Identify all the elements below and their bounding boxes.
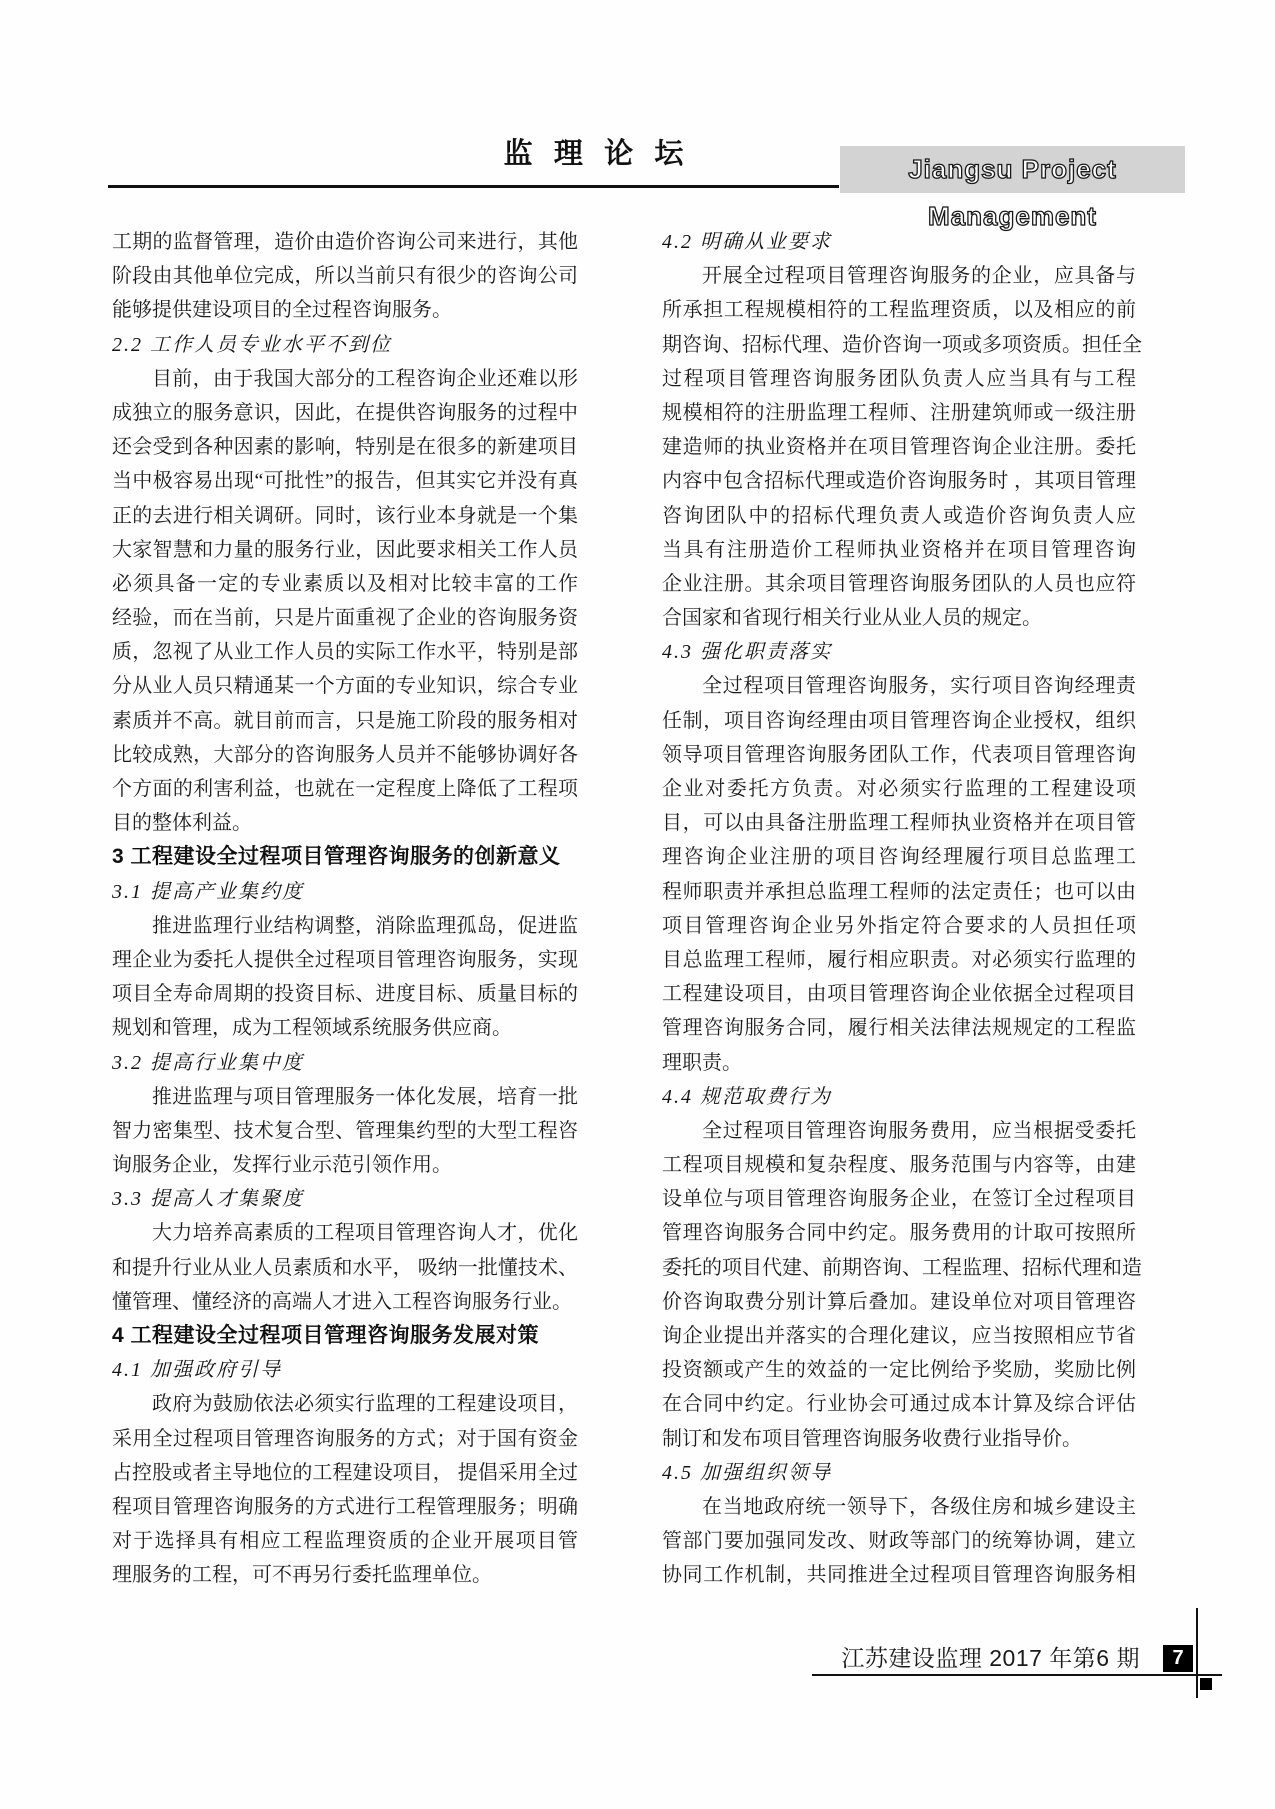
text-line: 询企业提出并落实的合理化建议，应当按照相应节省: [662, 1325, 1136, 1347]
subsection-heading: 4.2 明确从业要求: [662, 231, 832, 253]
text-line: 管理咨询服务合同中约定。服务费用的计取可按照所: [662, 1222, 1136, 1245]
text-line: 全过程项目管理咨询服务，实行项目咨询经理责: [702, 675, 1136, 698]
text-line: 占控股或者主导地位的工程建设项目， 提倡采用全过: [112, 1461, 578, 1484]
text-line: 比较成熟，大部分的咨询服务人员并不能够协调好各: [112, 743, 578, 766]
text-line: 领导项目管理咨询服务团队工作，代表项目管理咨询: [662, 743, 1136, 766]
subsection-heading: 4.3 强化职责落实: [662, 641, 832, 664]
text-line: 项目管理咨询企业另外指定符合要求的人员担任项: [662, 914, 1136, 937]
text-line: 目的整体利益。: [112, 812, 252, 835]
text-line: 委托的项目代建、前期咨询、工程监理、招标代理和造: [662, 1256, 1142, 1279]
text-line: 所承担工程规模相符的工程监理资质，以及相应的前: [662, 299, 1136, 322]
text-line: 工期的监督管理，造价由造价咨询公司来进行，其他: [112, 231, 578, 253]
text-line: 工程建设项目，由项目管理咨询企业依据全过程项目: [662, 983, 1136, 1006]
text-line: 当中极容易出现“可批性”的报告，但其实它并没有真: [112, 470, 578, 493]
text-line: 理职责。: [662, 1051, 742, 1074]
footer-corner-square: [1200, 1678, 1212, 1690]
text-line: 过程项目管理咨询服务团队负责人应当具有与工程: [662, 367, 1136, 390]
text-line: 大家智慧和力量的服务行业，因此要求相关工作人员: [112, 538, 578, 561]
left-column: [112, 225, 578, 1593]
text-line: 项目全寿命周期的投资目标、进度目标、质量目标的: [112, 983, 578, 1006]
text-line: 内容中包含招标代理或造价咨询服务时 ，其项目管理: [662, 470, 1136, 493]
text-line: 在当地政府统一领导下，各级住房和城乡建设主: [702, 1495, 1136, 1518]
text-line: 协同工作机制，共同推进全过程项目管理咨询服务相: [662, 1564, 1136, 1587]
subsection-heading: 4.1 加强政府引导: [112, 1359, 282, 1382]
text-line: 规模相符的注册监理工程师、注册建筑师或一级注册: [662, 401, 1136, 424]
text-line: 采用全过程项目管理咨询服务的方式；对于国有资金: [112, 1427, 578, 1450]
footer-rule: [812, 1674, 1222, 1676]
text-line: 分从业人员只精通某一个方面的专业知识，综合专业: [112, 675, 578, 698]
subsection-heading: 2.2 工作人员专业水平不到位: [112, 333, 392, 356]
subsection-heading: 4.4 规范取费行为: [662, 1085, 832, 1108]
text-line: 规划和管理，成为工程领域系统服务供应商。: [112, 1017, 512, 1040]
text-line: 当具有注册造价工程师执业资格并在项目管理咨询: [662, 538, 1136, 561]
text-line: 全过程项目管理咨询服务费用，应当根据受委托: [702, 1119, 1136, 1142]
text-line: 推进监理行业结构调整，消除监理孤岛，促进监: [152, 914, 578, 937]
section-heading: 4 工程建设全过程项目管理咨询服务发展对策: [112, 1324, 540, 1347]
text-line: 成独立的服务意识，因此，在提供咨询服务的过程中: [112, 401, 578, 424]
subsection-heading: 3.1 提高产业集约度: [112, 880, 304, 903]
text-line: 管理咨询服务合同，履行相关法律法规规定的工程监: [662, 1017, 1136, 1040]
text-line: 对于选择具有相应工程监理资质的企业开展项目管: [112, 1530, 578, 1553]
text-line: 目前，由于我国大部分的工程咨询企业还难以形: [152, 367, 578, 390]
footer-page-number: 7: [1163, 1645, 1193, 1672]
page-title: 监 理 论 坛: [503, 138, 691, 170]
text-line: 任制，项目咨询经理由项目管理咨询企业授权，组织: [662, 709, 1136, 732]
text-line: 理服务的工程，可不再另行委托监理单位。: [112, 1564, 492, 1587]
text-line: 目总监理工程师，履行相应职责。对必须实行监理的: [662, 948, 1136, 971]
text-line: 开展全过程项目管理咨询服务的企业，应具备与: [702, 265, 1136, 288]
text-line: 和提升行业从业人员素质和水平， 吸纳一批懂技术、: [112, 1256, 578, 1279]
text-line: 制订和发布项目管理咨询服务收费行业指导价。: [662, 1427, 1082, 1450]
text-line: 询服务企业，发挥行业示范引领作用。: [112, 1154, 452, 1177]
text-line: 价咨询取费分别计算后叠加。建设单位对项目管理咨: [662, 1290, 1136, 1313]
text-line: 政府为鼓励依法必须实行监理的工程建设项目，: [152, 1393, 578, 1416]
text-line: 咨询团队中的招标代理负责人或造价咨询负责人应: [662, 504, 1136, 527]
subsection-heading: 4.5 加强组织领导: [662, 1461, 832, 1484]
text-line: 理企业为委托人提供全过程项目管理咨询服务，实现: [112, 948, 578, 971]
right-column: [662, 225, 1142, 1593]
text-line: 理咨询企业注册的项目咨询经理履行项目总监理工: [662, 846, 1136, 869]
text-line: 期咨询、招标代理、造价咨询一项或多项资质。担任全: [662, 333, 1142, 356]
text-line: 建造师的执业资格并在项目管理咨询企业注册。委托: [662, 436, 1136, 459]
text-line: 企业对委托方负责。对必须实行监理的工程建设项: [662, 778, 1136, 800]
text-line: 工程项目规模和复杂程度、服务范围与内容等，由建: [662, 1154, 1136, 1177]
text-line: 设单位与项目管理咨询服务企业，在签订全过程项目: [662, 1188, 1136, 1211]
text-line: 合国家和省现行相关行业从业人员的规定。: [662, 607, 1042, 630]
subsection-heading: 3.2 提高行业集中度: [112, 1051, 304, 1074]
section-heading: 3 工程建设全过程项目管理咨询服务的创新意义: [112, 845, 561, 869]
text-line: 大力培养高素质的工程项目管理咨询人才，优化: [152, 1222, 578, 1245]
text-line: 能够提供建设项目的全过程咨询服务。: [112, 299, 452, 322]
text-line: 质，忽视了从业工作人员的实际工作水平，特别是部: [112, 641, 578, 664]
text-line: 还会受到各种因素的影响，特别是在很多的新建项目: [112, 436, 578, 459]
text-line: 在合同中约定。行业协会可通过成本计算及综合评估: [662, 1393, 1136, 1416]
journal-name-badge: Jiangsu Project Management: [840, 146, 1185, 193]
text-line: 投资额或产生的效益的一定比例给予奖励，奖励比例: [662, 1359, 1136, 1382]
text-line: 管部门要加强同发改、财政等部门的统筹协调，建立: [662, 1530, 1136, 1553]
text-line: 经验，而在当前，只是片面重视了企业的咨询服务资: [112, 607, 578, 630]
text-line: 目，可以由具备注册监理工程师执业资格并在项目管: [662, 812, 1136, 835]
text-line: 智力密集型、技术复合型、管理集约型的大型工程咨: [112, 1119, 578, 1142]
text-line: 阶段由其他单位完成，所以当前只有很少的咨询公司: [112, 265, 578, 288]
text-line: 程师职责并承担总监理工程师的法定责任；也可以由: [662, 880, 1136, 903]
text-line: 企业注册。其余项目管理咨询服务团队的人员也应符: [662, 572, 1136, 595]
text-line: 个方面的利害利益，也就在一定程度上降低了工程项: [112, 778, 578, 800]
header-rule: [108, 185, 839, 188]
footer-vertical-line: [1196, 1608, 1198, 1698]
footer-journal-text: 江苏建设监理 2017 年第6 期: [841, 1645, 1140, 1671]
subsection-heading: 3.3 提高人才集聚度: [112, 1188, 304, 1211]
text-line: 正的去进行相关调研。同时，该行业本身就是一个集: [112, 504, 578, 527]
text-line: 懂管理、懂经济的高端人才进入工程咨询服务行业。: [112, 1290, 572, 1313]
text-line: 必须具备一定的专业素质以及相对比较丰富的工作: [112, 572, 578, 595]
text-line: 推进监理与项目管理服务一体化发展，培育一批: [152, 1085, 578, 1108]
text-line: 程项目管理咨询服务的方式进行工程管理服务；明确: [112, 1495, 578, 1518]
text-line: 素质并不高。就目前而言，只是施工阶段的服务相对: [112, 709, 578, 732]
